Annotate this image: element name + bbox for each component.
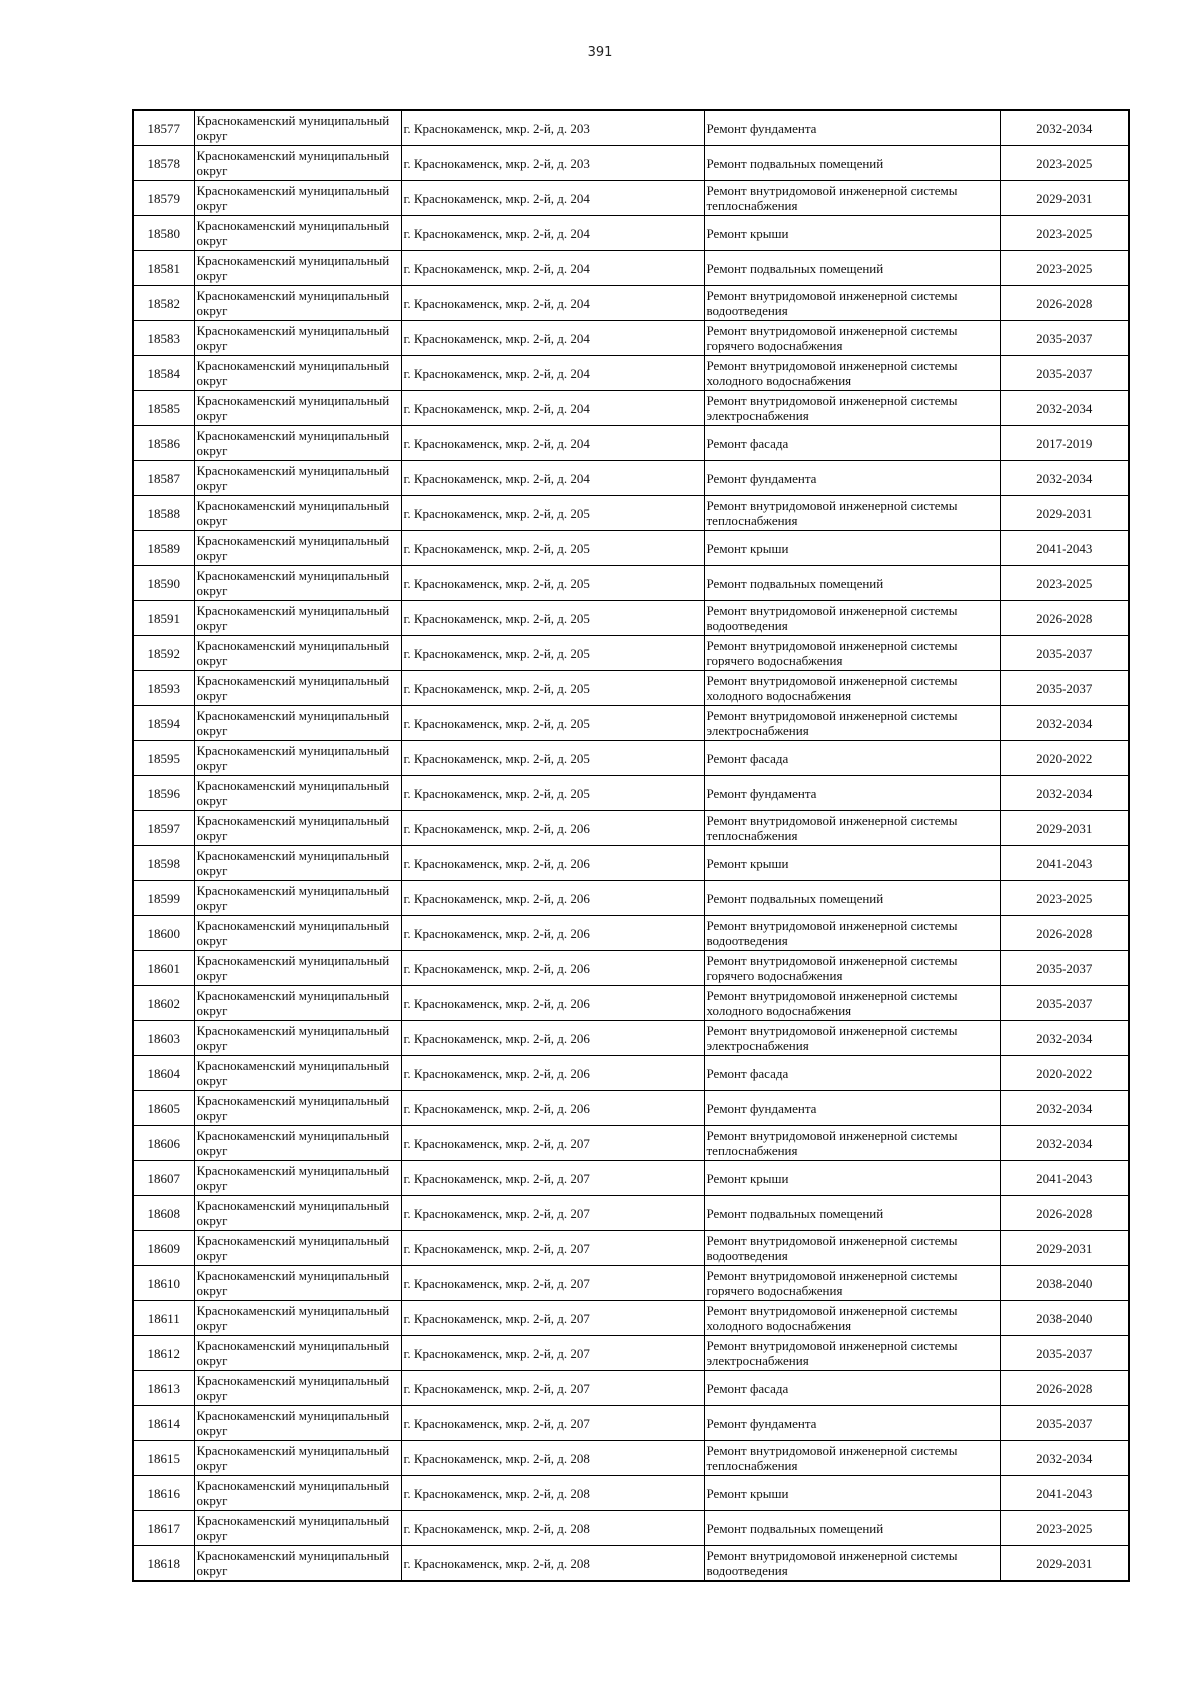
work-type-cell: Ремонт фасада [704,426,1000,461]
period-cell: 2023-2025 [1000,251,1129,286]
table-row [133,1196,1129,1231]
municipality-cell: Краснокаменский муниципальный округ [194,461,401,496]
period-cell: 2035-2037 [1000,671,1129,706]
municipality-cell: Краснокаменский муниципальный округ [194,1546,401,1582]
period-cell: 2038-2040 [1000,1301,1129,1336]
row-number-cell: 18586 [133,426,194,461]
row-number-cell: 18615 [133,1441,194,1476]
row-number-cell: 18593 [133,671,194,706]
municipality-cell: Краснокаменский муниципальный округ [194,1126,401,1161]
municipality-cell: Краснокаменский муниципальный округ [194,1511,401,1546]
period-cell: 2017-2019 [1000,426,1129,461]
period-cell: 2029-2031 [1000,1546,1129,1582]
municipality-cell: Краснокаменский муниципальный округ [194,1161,401,1196]
municipality-cell: Краснокаменский муниципальный округ [194,776,401,811]
table-row [133,1371,1129,1406]
municipality-cell: Краснокаменский муниципальный округ [194,1266,401,1301]
address-cell: г. Краснокаменск, мкр. 2-й, д. 205 [401,636,704,671]
municipality-cell: Краснокаменский муниципальный округ [194,706,401,741]
table-row [133,1056,1129,1091]
municipality-cell: Краснокаменский муниципальный округ [194,1231,401,1266]
address-cell: г. Краснокаменск, мкр. 2-й, д. 207 [401,1406,704,1441]
work-type-cell: Ремонт фундамента [704,776,1000,811]
address-cell: г. Краснокаменск, мкр. 2-й, д. 207 [401,1301,704,1336]
row-number-cell: 18589 [133,531,194,566]
municipality-cell: Краснокаменский муниципальный округ [194,566,401,601]
work-type-cell: Ремонт фасада [704,1371,1000,1406]
municipality-cell: Краснокаменский муниципальный округ [194,146,401,181]
work-type-cell: Ремонт внутридомовой инженерной системы холодного водоснабжения [704,1301,1000,1336]
municipality-cell: Краснокаменский муниципальный округ [194,110,401,146]
address-cell: г. Краснокаменск, мкр. 2-й, д. 207 [401,1266,704,1301]
address-cell: г. Краснокаменск, мкр. 2-й, д. 206 [401,1021,704,1056]
row-number-cell: 18610 [133,1266,194,1301]
address-cell: г. Краснокаменск, мкр. 2-й, д. 204 [401,461,704,496]
municipality-cell: Краснокаменский муниципальный округ [194,846,401,881]
address-cell: г. Краснокаменск, мкр. 2-й, д. 206 [401,986,704,1021]
table-row [133,356,1129,391]
municipality-cell: Краснокаменский муниципальный округ [194,951,401,986]
address-cell: г. Краснокаменск, мкр. 2-й, д. 207 [401,1231,704,1266]
table-row [133,1021,1129,1056]
municipality-cell: Краснокаменский муниципальный округ [194,426,401,461]
address-cell: г. Краснокаменск, мкр. 2-й, д. 205 [401,566,704,601]
work-type-cell: Ремонт внутридомовой инженерной системы теплоснабжения [704,181,1000,216]
address-cell: г. Краснокаменск, мкр. 2-й, д. 203 [401,110,704,146]
address-cell: г. Краснокаменск, мкр. 2-й, д. 205 [401,741,704,776]
municipality-cell: Краснокаменский муниципальный округ [194,531,401,566]
address-cell: г. Краснокаменск, мкр. 2-й, д. 207 [401,1196,704,1231]
address-cell: г. Краснокаменск, мкр. 2-й, д. 208 [401,1546,704,1582]
row-number-cell: 18599 [133,881,194,916]
work-type-cell: Ремонт фундамента [704,1091,1000,1126]
table-row [133,916,1129,951]
period-cell: 2041-2043 [1000,1476,1129,1511]
municipality-cell: Краснокаменский муниципальный округ [194,496,401,531]
address-cell: г. Краснокаменск, мкр. 2-й, д. 208 [401,1441,704,1476]
address-cell: г. Краснокаменск, мкр. 2-й, д. 205 [401,706,704,741]
period-cell: 2020-2022 [1000,1056,1129,1091]
municipality-cell: Краснокаменский муниципальный округ [194,181,401,216]
table-row [133,881,1129,916]
row-number-cell: 18605 [133,1091,194,1126]
row-number-cell: 18583 [133,321,194,356]
row-number-cell: 18582 [133,286,194,321]
row-number-cell: 18614 [133,1406,194,1441]
table-row [133,216,1129,251]
work-type-cell: Ремонт подвальных помещений [704,146,1000,181]
table-row [133,391,1129,426]
row-number-cell: 18602 [133,986,194,1021]
address-cell: г. Краснокаменск, мкр. 2-й, д. 204 [401,356,704,391]
work-type-cell: Ремонт подвальных помещений [704,1196,1000,1231]
table-row [133,1511,1129,1546]
municipality-cell: Краснокаменский муниципальный округ [194,1091,401,1126]
municipality-cell: Краснокаменский муниципальный округ [194,1441,401,1476]
table-row [133,986,1129,1021]
row-number-cell: 18607 [133,1161,194,1196]
work-type-cell: Ремонт внутридомовой инженерной системы холодного водоснабжения [704,671,1000,706]
address-cell: г. Краснокаменск, мкр. 2-й, д. 204 [401,426,704,461]
period-cell: 2041-2043 [1000,531,1129,566]
address-cell: г. Краснокаменск, мкр. 2-й, д. 206 [401,916,704,951]
municipality-cell: Краснокаменский муниципальный округ [194,881,401,916]
row-number-cell: 18604 [133,1056,194,1091]
municipality-cell: Краснокаменский муниципальный округ [194,741,401,776]
address-cell: г. Краснокаменск, мкр. 2-й, д. 206 [401,1091,704,1126]
address-cell: г. Краснокаменск, мкр. 2-й, д. 204 [401,216,704,251]
period-cell: 2023-2025 [1000,881,1129,916]
row-number-cell: 18597 [133,811,194,846]
work-type-cell: Ремонт внутридомовой инженерной системы теплоснабжения [704,1126,1000,1161]
table-row [133,1301,1129,1336]
table-row [133,1266,1129,1301]
row-number-cell: 18600 [133,916,194,951]
work-type-cell: Ремонт фасада [704,1056,1000,1091]
row-number-cell: 18595 [133,741,194,776]
municipality-cell: Краснокаменский муниципальный округ [194,601,401,636]
municipality-cell: Краснокаменский муниципальный округ [194,1336,401,1371]
address-cell: г. Краснокаменск, мкр. 2-й, д. 205 [401,496,704,531]
municipality-cell: Краснокаменский муниципальный округ [194,916,401,951]
period-cell: 2023-2025 [1000,1511,1129,1546]
address-cell: г. Краснокаменск, мкр. 2-й, д. 208 [401,1511,704,1546]
period-cell: 2035-2037 [1000,356,1129,391]
municipality-cell: Краснокаменский муниципальный округ [194,216,401,251]
table-row [133,1091,1129,1126]
table-row [133,1161,1129,1196]
row-number-cell: 18592 [133,636,194,671]
work-type-cell: Ремонт крыши [704,1161,1000,1196]
period-cell: 2032-2034 [1000,1021,1129,1056]
period-cell: 2020-2022 [1000,741,1129,776]
period-cell: 2032-2034 [1000,1441,1129,1476]
period-cell: 2032-2034 [1000,706,1129,741]
period-cell: 2026-2028 [1000,916,1129,951]
row-number-cell: 18587 [133,461,194,496]
work-type-cell: Ремонт внутридомовой инженерной системы электроснабжения [704,1336,1000,1371]
address-cell: г. Краснокаменск, мкр. 2-й, д. 206 [401,811,704,846]
work-type-cell: Ремонт внутридомовой инженерной системы теплоснабжения [704,811,1000,846]
work-type-cell: Ремонт внутридомовой инженерной системы холодного водоснабжения [704,356,1000,391]
period-cell: 2026-2028 [1000,1371,1129,1406]
work-type-cell: Ремонт внутридомовой инженерной системы электроснабжения [704,1021,1000,1056]
address-cell: г. Краснокаменск, мкр. 2-й, д. 204 [401,286,704,321]
work-type-cell: Ремонт крыши [704,531,1000,566]
row-number-cell: 18591 [133,601,194,636]
table-row [133,671,1129,706]
page-number: 391 [587,45,613,60]
address-cell: г. Краснокаменск, мкр. 2-й, д. 206 [401,881,704,916]
row-number-cell: 18616 [133,1476,194,1511]
table-row [133,1546,1129,1582]
table-row [133,951,1129,986]
table-row [133,601,1129,636]
row-number-cell: 18588 [133,496,194,531]
row-number-cell: 18590 [133,566,194,601]
work-type-cell: Ремонт внутридомовой инженерной системы водоотведения [704,1546,1000,1582]
table-row [133,636,1129,671]
row-number-cell: 18601 [133,951,194,986]
table-row [133,706,1129,741]
row-number-cell: 18611 [133,1301,194,1336]
municipality-cell: Краснокаменский муниципальный округ [194,1406,401,1441]
row-number-cell: 18609 [133,1231,194,1266]
registry-table-body [133,110,1129,1581]
address-cell: г. Краснокаменск, мкр. 2-й, д. 208 [401,1476,704,1511]
municipality-cell: Краснокаменский муниципальный округ [194,1371,401,1406]
row-number-cell: 18612 [133,1336,194,1371]
municipality-cell: Краснокаменский муниципальный округ [194,636,401,671]
municipality-cell: Краснокаменский муниципальный округ [194,286,401,321]
address-cell: г. Краснокаменск, мкр. 2-й, д. 207 [401,1336,704,1371]
work-type-cell: Ремонт внутридомовой инженерной системы горячего водоснабжения [704,321,1000,356]
municipality-cell: Краснокаменский муниципальный округ [194,671,401,706]
work-type-cell: Ремонт фундамента [704,461,1000,496]
table-row [133,251,1129,286]
work-type-cell: Ремонт подвальных помещений [704,1511,1000,1546]
table-row [133,846,1129,881]
work-type-cell: Ремонт внутридомовой инженерной системы электроснабжения [704,706,1000,741]
municipality-cell: Краснокаменский муниципальный округ [194,1476,401,1511]
work-type-cell: Ремонт подвальных помещений [704,566,1000,601]
table-row [133,1231,1129,1266]
work-type-cell: Ремонт крыши [704,216,1000,251]
period-cell: 2035-2037 [1000,1336,1129,1371]
table-row [133,531,1129,566]
period-cell: 2035-2037 [1000,1406,1129,1441]
table-row [133,1406,1129,1441]
period-cell: 2026-2028 [1000,601,1129,636]
period-cell: 2023-2025 [1000,216,1129,251]
address-cell: г. Краснокаменск, мкр. 2-й, д. 204 [401,181,704,216]
municipality-cell: Краснокаменский муниципальный округ [194,1056,401,1091]
municipality-cell: Краснокаменский муниципальный округ [194,391,401,426]
municipality-cell: Краснокаменский муниципальный округ [194,1196,401,1231]
work-type-cell: Ремонт фасада [704,741,1000,776]
row-number-cell: 18580 [133,216,194,251]
address-cell: г. Краснокаменск, мкр. 2-й, д. 207 [401,1126,704,1161]
table-row [133,146,1129,181]
municipality-cell: Краснокаменский муниципальный округ [194,811,401,846]
row-number-cell: 18606 [133,1126,194,1161]
period-cell: 2029-2031 [1000,496,1129,531]
work-type-cell: Ремонт внутридомовой инженерной системы теплоснабжения [704,1441,1000,1476]
period-cell: 2032-2034 [1000,776,1129,811]
period-cell: 2041-2043 [1000,846,1129,881]
address-cell: г. Краснокаменск, мкр. 2-й, д. 203 [401,146,704,181]
address-cell: г. Краснокаменск, мкр. 2-й, д. 207 [401,1161,704,1196]
table-row [133,181,1129,216]
table-row [133,1476,1129,1511]
table-row [133,741,1129,776]
work-type-cell: Ремонт внутридомовой инженерной системы теплоснабжения [704,496,1000,531]
table-row [133,461,1129,496]
table-row [133,566,1129,601]
work-type-cell: Ремонт фундамента [704,1406,1000,1441]
address-cell: г. Краснокаменск, мкр. 2-й, д. 206 [401,951,704,986]
row-number-cell: 18579 [133,181,194,216]
address-cell: г. Краснокаменск, мкр. 2-й, д. 206 [401,1056,704,1091]
row-number-cell: 18618 [133,1546,194,1582]
table-row [133,776,1129,811]
municipality-cell: Краснокаменский муниципальный округ [194,356,401,391]
row-number-cell: 18581 [133,251,194,286]
work-type-cell: Ремонт подвальных помещений [704,881,1000,916]
table-row [133,1336,1129,1371]
period-cell: 2035-2037 [1000,321,1129,356]
address-cell: г. Краснокаменск, мкр. 2-й, д. 205 [401,531,704,566]
row-number-cell: 18594 [133,706,194,741]
row-number-cell: 18596 [133,776,194,811]
period-cell: 2032-2034 [1000,110,1129,146]
address-cell: г. Краснокаменск, мкр. 2-й, д. 206 [401,846,704,881]
row-number-cell: 18598 [133,846,194,881]
row-number-cell: 18577 [133,110,194,146]
work-type-cell: Ремонт фундамента [704,110,1000,146]
period-cell: 2041-2043 [1000,1161,1129,1196]
work-type-cell: Ремонт крыши [704,846,1000,881]
registry-table [132,109,1130,1582]
period-cell: 2032-2034 [1000,1091,1129,1126]
municipality-cell: Краснокаменский муниципальный округ [194,251,401,286]
row-number-cell: 18603 [133,1021,194,1056]
period-cell: 2035-2037 [1000,951,1129,986]
work-type-cell: Ремонт подвальных помещений [704,251,1000,286]
address-cell: г. Краснокаменск, мкр. 2-й, д. 205 [401,776,704,811]
table-row [133,1441,1129,1476]
work-type-cell: Ремонт внутридомовой инженерной системы горячего водоснабжения [704,1266,1000,1301]
work-type-cell: Ремонт внутридомовой инженерной системы электроснабжения [704,391,1000,426]
table-row [133,811,1129,846]
work-type-cell: Ремонт внутридомовой инженерной системы водоотведения [704,286,1000,321]
table-row [133,321,1129,356]
period-cell: 2026-2028 [1000,286,1129,321]
row-number-cell: 18617 [133,1511,194,1546]
table-row [133,426,1129,461]
row-number-cell: 18584 [133,356,194,391]
period-cell: 2029-2031 [1000,811,1129,846]
row-number-cell: 18613 [133,1371,194,1406]
work-type-cell: Ремонт внутридомовой инженерной системы водоотведения [704,601,1000,636]
municipality-cell: Краснокаменский муниципальный округ [194,1301,401,1336]
address-cell: г. Краснокаменск, мкр. 2-й, д. 207 [401,1371,704,1406]
municipality-cell: Краснокаменский муниципальный округ [194,321,401,356]
table-row [133,496,1129,531]
municipality-cell: Краснокаменский муниципальный округ [194,986,401,1021]
work-type-cell: Ремонт внутридомовой инженерной системы водоотведения [704,1231,1000,1266]
address-cell: г. Краснокаменск, мкр. 2-й, д. 204 [401,321,704,356]
municipality-cell: Краснокаменский муниципальный округ [194,1021,401,1056]
address-cell: г. Краснокаменск, мкр. 2-й, д. 204 [401,251,704,286]
period-cell: 2032-2034 [1000,391,1129,426]
period-cell: 2032-2034 [1000,1126,1129,1161]
work-type-cell: Ремонт крыши [704,1476,1000,1511]
address-cell: г. Краснокаменск, мкр. 2-й, д. 204 [401,391,704,426]
row-number-cell: 18578 [133,146,194,181]
table-row [133,110,1129,146]
period-cell: 2023-2025 [1000,566,1129,601]
period-cell: 2035-2037 [1000,986,1129,1021]
period-cell: 2023-2025 [1000,146,1129,181]
work-type-cell: Ремонт внутридомовой инженерной системы водоотведения [704,916,1000,951]
work-type-cell: Ремонт внутридомовой инженерной системы холодного водоснабжения [704,986,1000,1021]
period-cell: 2029-2031 [1000,1231,1129,1266]
period-cell: 2038-2040 [1000,1266,1129,1301]
table-row [133,286,1129,321]
period-cell: 2035-2037 [1000,636,1129,671]
work-type-cell: Ремонт внутридомовой инженерной системы горячего водоснабжения [704,951,1000,986]
table-row [133,1126,1129,1161]
address-cell: г. Краснокаменск, мкр. 2-й, д. 205 [401,671,704,706]
work-type-cell: Ремонт внутридомовой инженерной системы горячего водоснабжения [704,636,1000,671]
row-number-cell: 18585 [133,391,194,426]
address-cell: г. Краснокаменск, мкр. 2-й, д. 205 [401,601,704,636]
period-cell: 2026-2028 [1000,1196,1129,1231]
period-cell: 2032-2034 [1000,461,1129,496]
period-cell: 2029-2031 [1000,181,1129,216]
row-number-cell: 18608 [133,1196,194,1231]
